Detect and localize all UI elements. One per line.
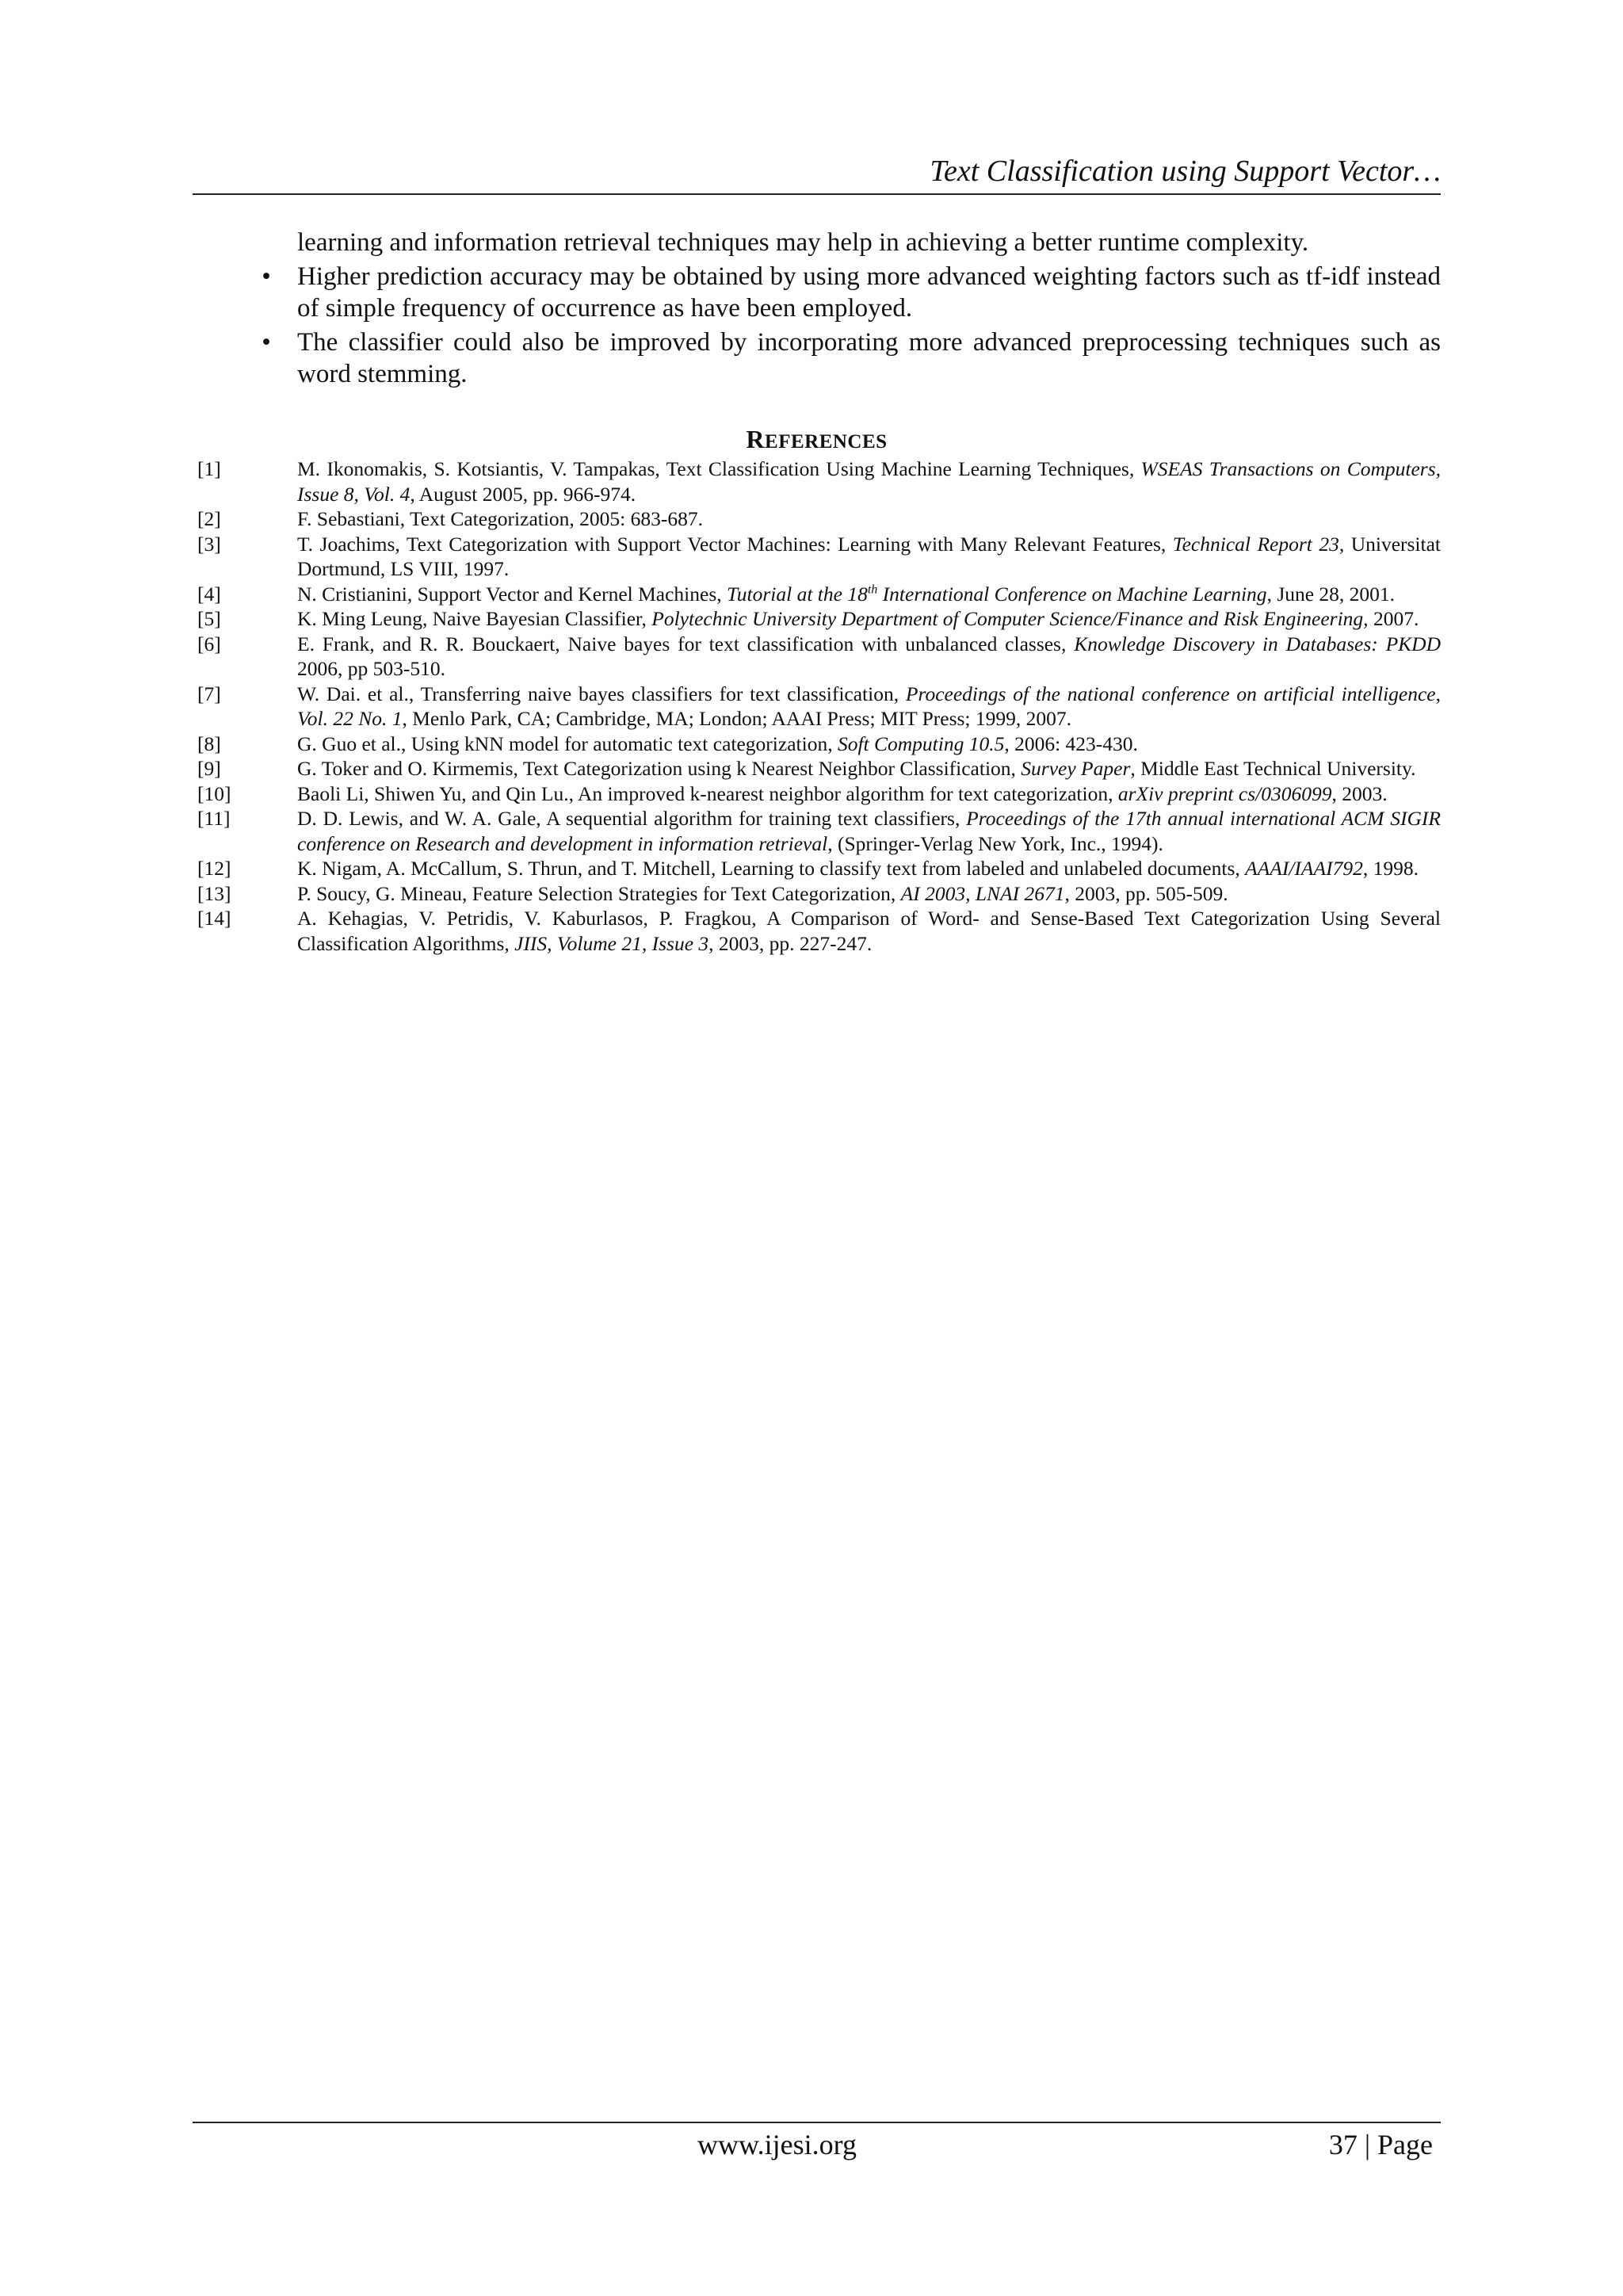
bullet-marker: • (262, 262, 271, 291)
reference-text-tail: , 2006: 423-430. (1004, 732, 1138, 755)
reference-text-tail: , Menlo Park, CA; Cambridge, MA; London; AAAI Press; MIT Press; 1999, 2007. (402, 707, 1072, 730)
reference-text-mid: , (1435, 682, 1441, 705)
reference-text: T. Joachims, Text Categorization with Support Vector Machines: Learning with Many Relevant Features, (297, 532, 1173, 556)
reference-text-tail: , 2003, pp. 505-509. (1064, 881, 1228, 905)
reference-source: JIIS, Volume 21, Issue 3 (514, 931, 709, 955)
reference-text: K. Ming Leung, Naive Bayesian Classifier, (297, 607, 652, 630)
reference-source: Proceedings of the 17th annual international ACM SIGIR conference on Research and development in information retrieval (297, 807, 1441, 855)
reference-text: Baoli Li, Shiwen Yu, and Qin Lu., An improved k-nearest neighbor algorithm for text categorization, (297, 781, 1118, 805)
reference-item (193, 881, 1441, 907)
reference-number: [9] (197, 757, 221, 780)
reference-text-tail: , 1998. (1362, 857, 1419, 880)
reference-text-tail: Universitat Dortmund, LS VIII, 1997. (297, 532, 1441, 580)
reference-text: D. D. Lewis, and W. A. Gale, A sequential algorithm for training text classifiers, (297, 807, 967, 830)
reference-number: [8] (197, 732, 221, 755)
reference-number: [5] (197, 607, 221, 630)
references-heading (193, 423, 1441, 458)
reference-text: N. Cristianini, Support Vector and Kernel Machines, (297, 582, 727, 606)
reference-number: [3] (197, 532, 221, 556)
reference-number: [13] (197, 881, 231, 905)
reference-item (193, 682, 1441, 732)
bullet-list (193, 227, 1441, 392)
reference-number: [11] (197, 807, 231, 830)
bullet-text: Higher prediction accuracy may be obtained by using more advanced weighting factors such as tf-idf instead of simple frequency of occurrence as have been employed. (297, 262, 1441, 323)
running-header: Text Classification using Support Vector… (930, 155, 1441, 188)
reference-item (193, 806, 1441, 856)
reference-superscript: th (867, 583, 878, 596)
reference-source: arXiv preprint cs/0306099 (1117, 781, 1332, 805)
reference-source: AAAI/IAAI792 (1245, 857, 1363, 880)
reference-number: [7] (197, 682, 221, 705)
references-heading-initial: R (746, 425, 766, 453)
reference-source-continued: Vol. 22 No. 1 (297, 707, 403, 730)
reference-text-tail: , (Springer-Verlag New York, Inc., 1994). (827, 831, 1163, 855)
reference-source: , WSEAS Transactions on Computers, Issue 8, Vol. 4 (297, 457, 1441, 506)
footer-url: www.ijesi.org (697, 2129, 857, 2160)
reference-text-tail: , August 2005, pp. 966-974. (410, 482, 636, 506)
reference-text: P. Soucy, G. Mineau, Feature Selection Strategies for Text Categorization, (297, 881, 901, 905)
reference-text-tail: , Middle East Technical University. (1130, 757, 1416, 780)
reference-text: M. Ikonomakis, S. Kotsiantis, V. Tampakas, Text Classification Using Machine Learning Techniques (297, 457, 1129, 480)
list-item (193, 327, 1441, 390)
reference-number: [2] (197, 507, 221, 530)
reference-text: A. Kehagias, V. Petridis, V. Kaburlasos, P. Fragkou, A Comparison of Word- and Sense-Based Text Categorization Using Several Classification Algorithms, (297, 907, 1441, 955)
reference-text-tail: 2007. (1368, 607, 1419, 630)
reference-item (193, 606, 1441, 632)
reference-item (193, 457, 1441, 506)
reference-item (193, 756, 1441, 781)
footer-rule (193, 2122, 1441, 2123)
reference-text-tail: 2006, pp 503-510. (297, 657, 445, 680)
bullet-text: learning and information retrieval techniques may help in achieving a better runtime complexity. (297, 228, 1309, 257)
reference-source: Technical Report 23, (1172, 532, 1345, 556)
references-heading-rest: EFERENCES (765, 431, 888, 453)
reference-text: F. Sebastiani, Text Categorization, 2005: 683-687. (297, 507, 704, 530)
bullet-marker: • (262, 328, 271, 357)
header-rule (193, 193, 1441, 195)
reference-source: Polytechnic University Department of Computer Science/Finance and Risk Engineering, (651, 607, 1369, 630)
reference-text-tail: , 2003. (1331, 781, 1388, 805)
reference-source: Proceedings of the national conference on artificial intelligence (905, 682, 1436, 705)
reference-item (193, 532, 1441, 582)
bullet-text: The classifier could also be improved by incorporating more advanced preprocessing techniques such as word stemming. (297, 328, 1441, 388)
reference-number: [14] (197, 907, 231, 930)
page-number: 37 | Page (1328, 2129, 1433, 2160)
reference-item (193, 906, 1441, 956)
reference-source: Soft Computing 10.5 (837, 732, 1005, 755)
list-item (193, 261, 1441, 324)
reference-number: [4] (197, 582, 221, 606)
reference-number: [10] (197, 781, 231, 805)
reference-number: [6] (197, 632, 221, 655)
reference-text: G. Guo et al., Using kNN model for automatic text categorization, (297, 732, 838, 755)
reference-source: Tutorial at the 18 (727, 582, 868, 606)
reference-item (193, 856, 1441, 881)
reference-text: E. Frank, and R. R. Bouckaert, Naive bayes for text classification with unbalanced classes, (297, 632, 1075, 655)
reference-item (193, 506, 1441, 532)
reference-item (193, 781, 1441, 807)
reference-text: G. Toker and O. Kirmemis, Text Categorization using k Nearest Neighbor Classification, (297, 757, 1022, 780)
reference-number: [12] (197, 857, 231, 880)
reference-text: W. Dai. et al., Transferring naive bayes classifiers for text classification, (297, 682, 906, 705)
reference-number: [1] (197, 457, 221, 480)
reference-item (193, 632, 1441, 682)
reference-source: Survey Paper (1021, 757, 1131, 780)
list-item (193, 227, 1441, 258)
reference-text: K. Nigam, A. McCallum, S. Thrun, and T. Mitchell, Learning to classify text from labeled and unlabeled documents, (297, 857, 1246, 880)
reference-list (193, 457, 1441, 956)
reference-source: Knowledge Discovery in Databases: PKDD (1074, 632, 1441, 655)
reference-item (193, 582, 1441, 607)
reference-source-continued: International Conference on Machine Learning (877, 582, 1267, 606)
reference-item (193, 732, 1441, 757)
reference-text-tail: , June 28, 2001. (1266, 582, 1396, 606)
reference-source: AI 2003, LNAI 2671 (900, 881, 1065, 905)
reference-text-tail: , 2003, pp. 227-247. (708, 931, 873, 955)
